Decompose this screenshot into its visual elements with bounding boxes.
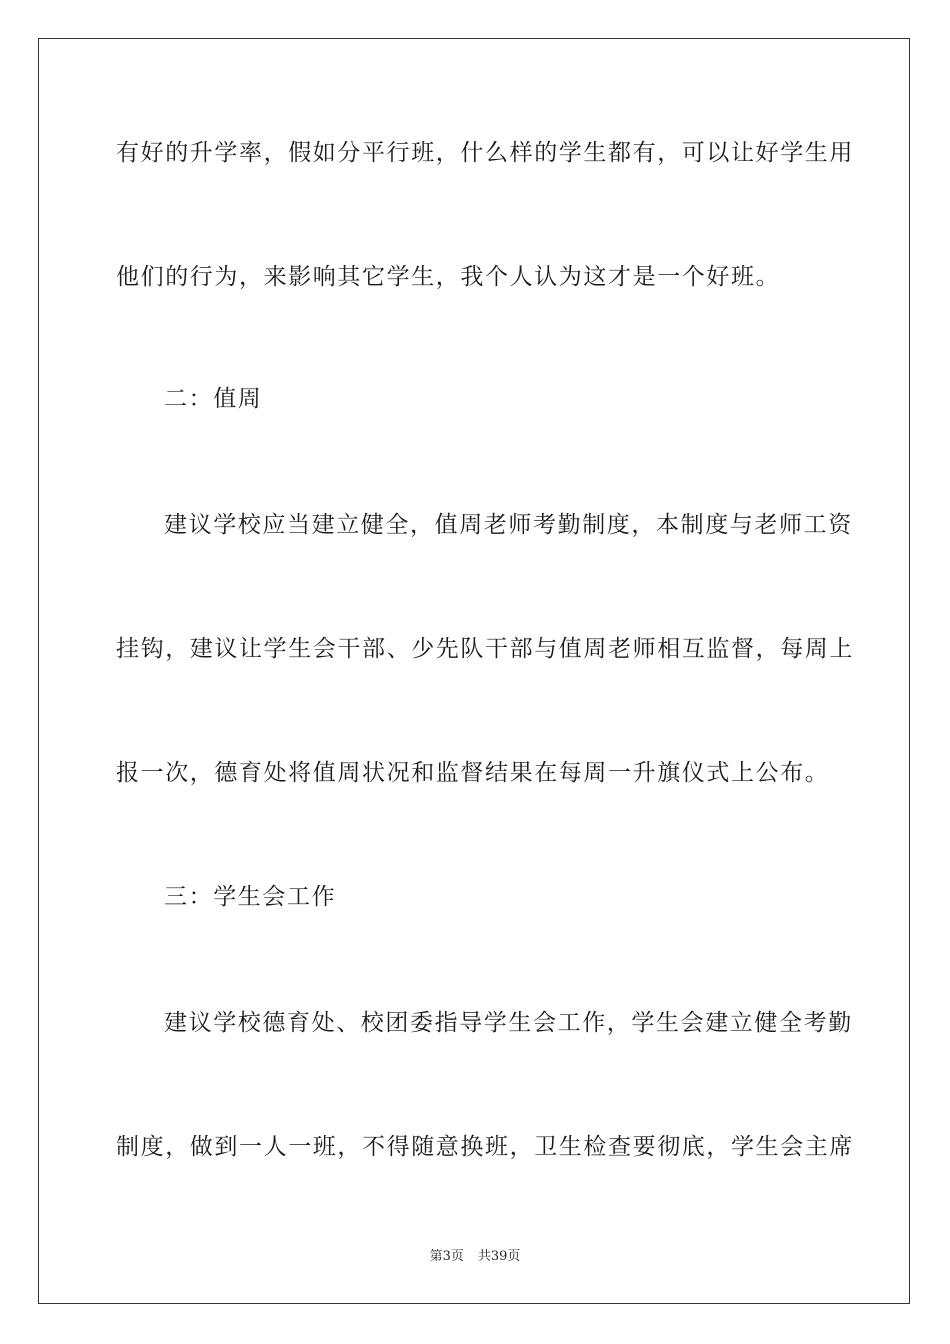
paragraph-line: 建议学校德育处、校团委指导学生会工作，学生会建立健全考勤 [164, 1010, 853, 1036]
page-number: 第3页 [429, 1249, 464, 1264]
page-total: 共39页 [477, 1249, 521, 1264]
paragraph-line: 制度，做到一人一班，不得随意换班，卫生检查要彻底，学生会主席 [116, 1134, 854, 1160]
paragraph-line: 有好的升学率，假如分平行班，什么样的学生都有，可以让好学生用 [116, 140, 854, 166]
paragraph-line: 他们的行为，来影响其它学生，我个人认为这才是一个好班。 [116, 264, 781, 290]
section-heading: 三：学生会工作 [164, 884, 337, 910]
paragraph-line: 挂钩，建议让学生会干部、少先队干部与值周老师相互监督，每周上 [116, 636, 854, 662]
paragraph-line: 报一次，德育处将值周状况和监督结果在每周一升旗仪式上公布。 [116, 760, 830, 786]
page-footer [0, 1248, 950, 1266]
section-heading: 二：值周 [164, 386, 263, 412]
paragraph-line: 建议学校应当建立健全，值周老师考勤制度，本制度与老师工资 [164, 512, 853, 538]
page-frame [38, 38, 910, 1304]
